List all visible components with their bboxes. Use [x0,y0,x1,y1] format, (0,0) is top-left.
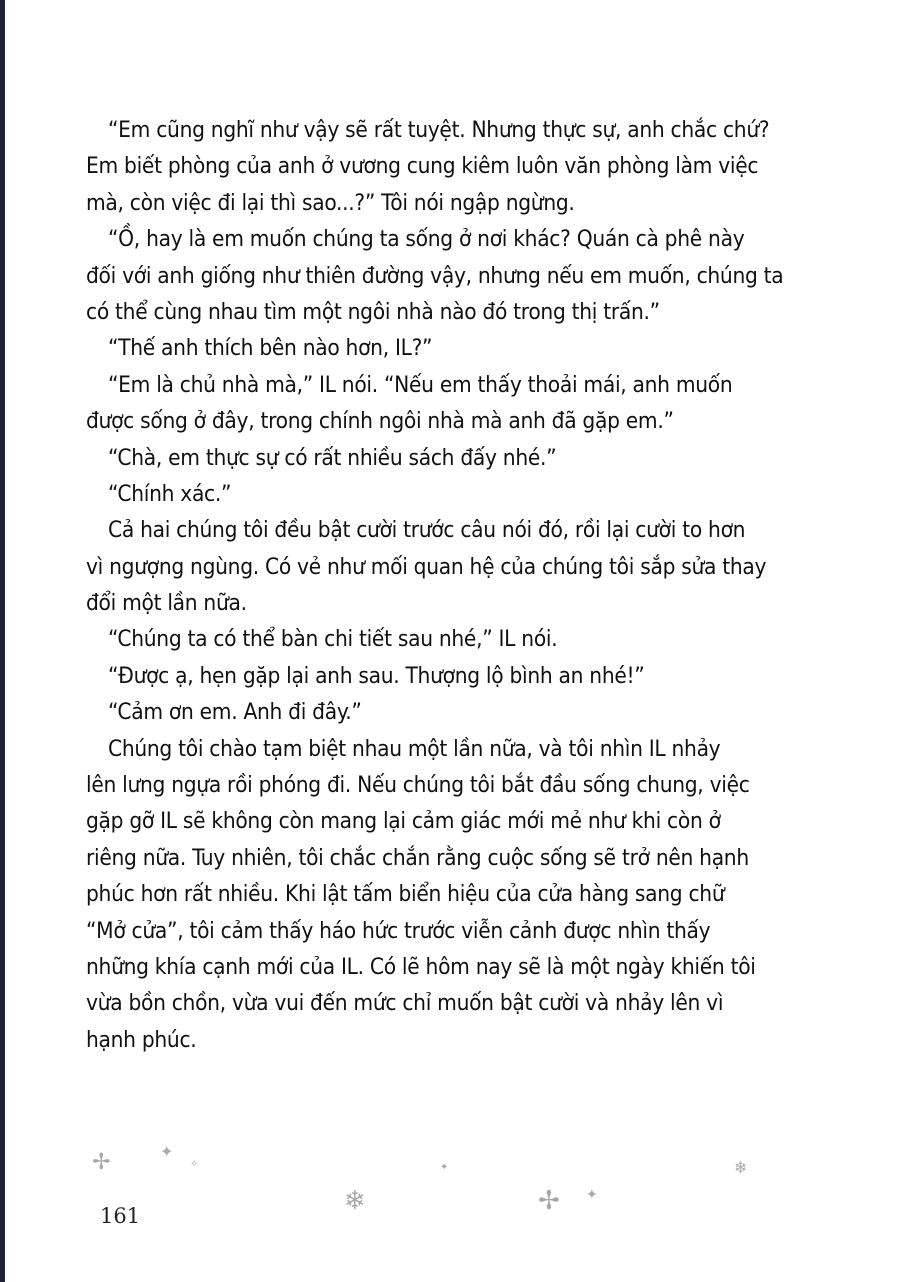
text-line: “Chúng ta có thể bàn chi tiết sau nhé,” IL nói. [108,626,558,653]
text-line: Em biết phòng của anh ở vương cung kiêm luôn văn phòng làm việc [86,153,759,180]
sparkle-icon: ✦ [440,1162,449,1173]
text-line: Cả hai chúng tôi đều bật cười trước câu nói đó, rồi lại cười to hơn [108,517,746,544]
sparkle-icon: ✧ [190,1159,199,1170]
text-line: “Chính xác.” [108,480,232,507]
sparkle-icon: ✢ [538,1186,560,1216]
text-line: “Cảm ơn em. Anh đi đây.” [108,699,362,726]
text-line: riêng nữa. Tuy nhiên, tôi chắc chắn rằng cuộc sống sẽ trở nên hạnh [86,844,749,871]
text-line: “Thế anh thích bên nào hơn, IL?” [108,335,433,362]
text-line: những khía cạnh mới của IL. Có lẽ hôm nay sẽ là một ngày khiến tôi [86,953,756,980]
text-line: mà, còn việc đi lại thì sao...?” Tôi nói ngập ngừng. [86,189,575,216]
text-line: đổi một lần nữa. [86,590,247,617]
page-number: 161 [100,1204,141,1228]
text-line: vừa bồn chồn, vừa vui đến mức chỉ muốn bật cười và nhảy lên vì [86,990,724,1017]
text-line: gặp gỡ IL sẽ không còn mang lại cảm giác mới mẻ như khi còn ở [86,808,721,835]
text-line: lên lưng ngựa rồi phóng đi. Nếu chúng tôi bắt đầu sống chung, việc [86,772,750,799]
text-line: vì ngượng ngùng. Có vẻ như mối quan hệ của chúng tôi sắp sửa thay [86,553,767,580]
text-line: “Ồ, hay là em muốn chúng ta sống ở nơi khác? Quán cà phê này [108,226,745,253]
text-line: phúc hơn rất nhiều. Khi lật tấm biển hiệu của cửa hàng sang chữ [86,881,725,908]
body-text [86,112,826,1058]
text-line: được sống ở đây, trong chính ngôi nhà mà anh đã gặp em.” [86,408,674,435]
text-line: có thể cùng nhau tìm một ngôi nhà nào đó trong thị trấn.” [86,298,660,325]
text-line: “Chà, em thực sự có rất nhiều sách đấy nhé.” [108,444,557,471]
sparkle-icon: ✦ [160,1142,174,1161]
text-line: đối với anh giống như thiên đường vậy, nhưng nếu em muốn, chúng ta [86,262,784,289]
sparkle-icon: ✦ [586,1187,598,1203]
text-line: “Em là chủ nhà mà,” IL nói. “Nếu em thấy thoải mái, anh muốn [108,371,733,398]
text-line: “Mở cửa”, tôi cảm thấy háo hức trước viễn cảnh được nhìn thấy [86,917,711,944]
sparkle-icon: ✢ [92,1150,111,1175]
page-edge-bar [0,0,5,1282]
text-line: “Được ạ, hẹn gặp lại anh sau. Thượng lộ bình an nhé!” [108,662,645,689]
snowflake-icon: ❄ [344,1186,366,1216]
text-line: Chúng tôi chào tạm biệt nhau một lần nữa, và tôi nhìn IL nhảy [108,735,721,762]
text-line: “Em cũng nghĩ như vậy sẽ rất tuyệt. Nhưng thực sự, anh chắc chứ? [108,117,770,143]
snowflake-icon: ❄ [734,1158,748,1177]
text-line: hạnh phúc. [86,1026,197,1053]
